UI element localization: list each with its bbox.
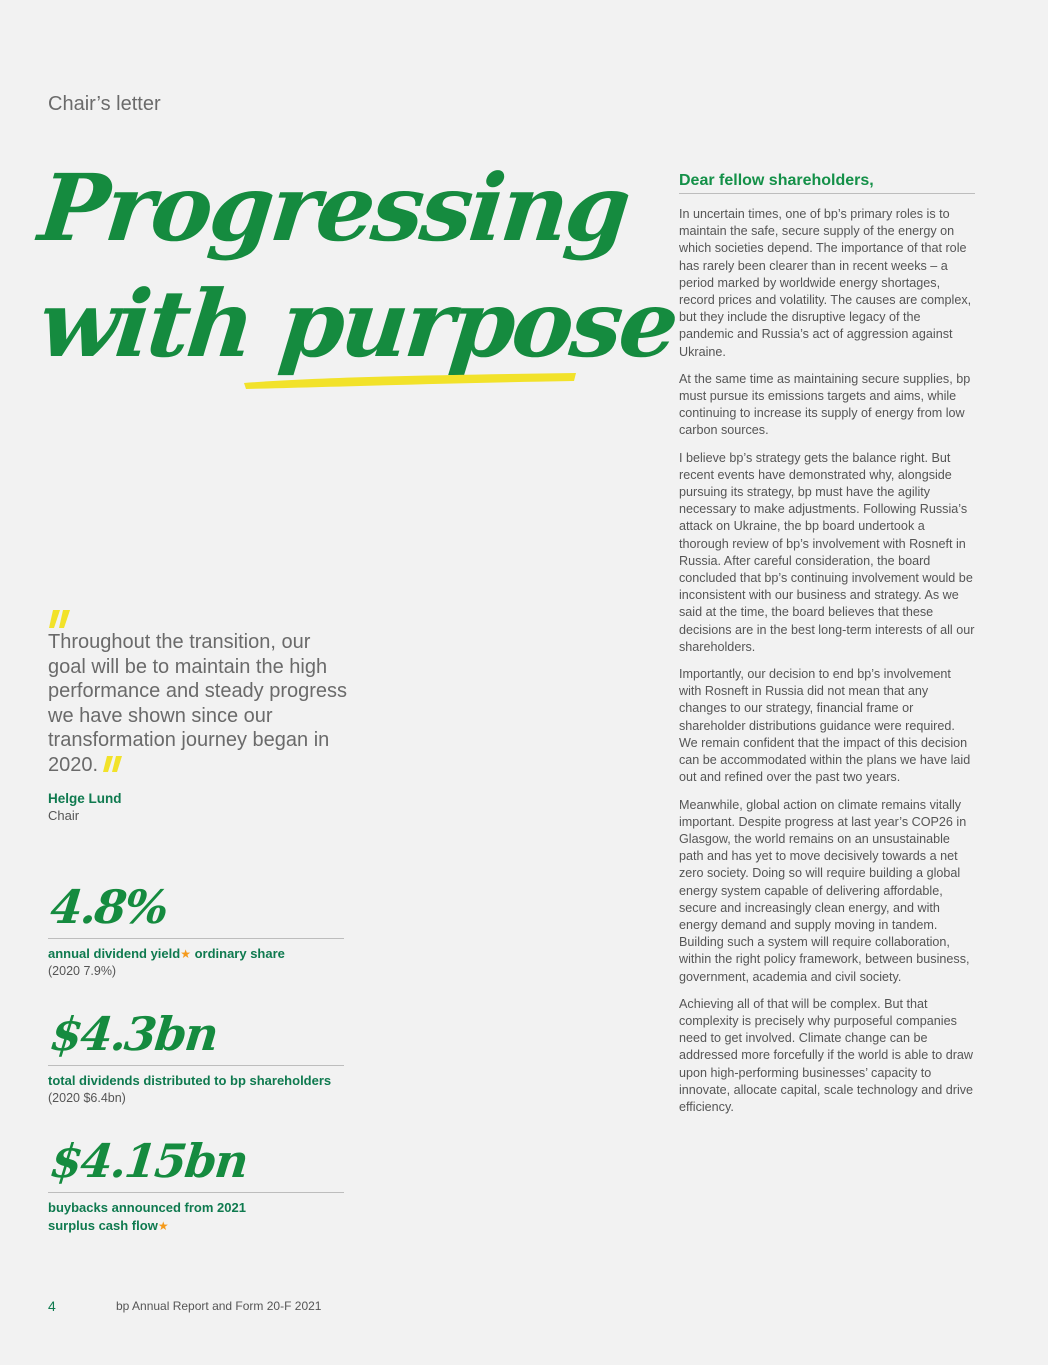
letter-paragraph: I believe bp’s strategy gets the balance right. But recent events have demonstrated why, alongside pursuing its strategy, bp must have the agility necessary to make adjustments. Following Russia’s attack on Ukraine, the bp board undertook a thorough review of bp’s involvement with Rosneft in Russia. After careful consideration, the board concluded that bp’s continuing involvement would be inconsistent with our business and strategy. As we said at the time, the board believes that these decisions are in the best long-term interests of all our shareholders. xyxy=(679,450,975,654)
stat-divider xyxy=(48,938,344,939)
stat-label-part: annual dividend yield xyxy=(48,946,181,961)
star-icon: ★ xyxy=(180,947,191,961)
stat-dividend-yield xyxy=(48,880,344,978)
stat-label: total dividends distributed to bp shareholders xyxy=(48,1073,332,1088)
stat-total-dividends xyxy=(48,1007,344,1105)
stat-comparison: (2020 7.9%) xyxy=(48,964,117,978)
close-quote-icon xyxy=(102,755,124,773)
stat-divider xyxy=(48,1065,344,1066)
stat-value: $4.3bn xyxy=(48,1007,220,1061)
section-label: Chair’s letter xyxy=(48,93,161,115)
quote-body: Throughout the transition, our goal will be to maintain the high performance and steady progress we have shown since our transformation journey began in 2020. xyxy=(48,631,348,776)
headline-line-2: with purpose xyxy=(34,270,681,378)
letter-paragraph: Importantly, our decision to end bp’s involvement with Rosneft in Russia did not mean that any changes to our strategy, financial frame or shareholder distributions guidance were required. We remain confident that the impact of this decision can be accommodated within the plans we have laid out and refined over the past two years. xyxy=(679,667,971,785)
quote-author-title: Chair xyxy=(48,808,80,823)
stat-divider xyxy=(48,1192,344,1193)
headline xyxy=(34,150,681,382)
quote-author-name: Helge Lund xyxy=(48,791,122,806)
open-quote-icon xyxy=(48,608,72,630)
stat-label-line: buybacks announced from 2021 xyxy=(48,1200,246,1215)
letter-column xyxy=(679,172,975,1116)
footer-document-title: bp Annual Report and Form 20-F 2021 xyxy=(116,1299,322,1313)
stat-value: 4.8% xyxy=(48,880,170,934)
letter-salutation: Dear fellow shareholders, xyxy=(679,172,975,194)
stat-label-line: surplus cash flow xyxy=(48,1218,158,1233)
letter-paragraph: At the same time as maintaining secure supplies, bp must pursue its emissions targets and aims, while continuing to increase its supply of energy from low carbon sources. xyxy=(679,371,971,438)
stat-buybacks xyxy=(48,1134,344,1235)
page-number: 4 xyxy=(48,1298,56,1314)
stat-label-part: ordinary share xyxy=(190,946,285,961)
letter-paragraph: Meanwhile, global action on climate remains vitally important. Despite progress at last year’s COP26 in Glasgow, the world remains on an unsustainable path and has yet to move decisively towards a net zero society. Doing so will require building a global energy system capable of delivering affordable, secure and increasingly clean energy, and with energy demand and supply moving in tandem. Building such a system will require collaboration, within the right policy framework, between business, government, academia and civil society. xyxy=(679,797,970,984)
quote-text xyxy=(48,630,348,777)
letter-paragraph: Achieving all of that will be complex. But that complexity is precisely why purposeful companies need to get involved. Climate change can be addressed more forcefully if the world is able to draw upon high-performing businesses’ capacity to innovate, allocate capital, scale technology and drive efficiency. xyxy=(679,996,974,1114)
stat-value: $4.15bn xyxy=(48,1134,250,1188)
star-icon: ★ xyxy=(157,1219,169,1233)
pull-quote xyxy=(48,608,348,823)
headline-line-1: Progressing xyxy=(34,154,633,262)
stat-comparison: (2020 $6.4bn) xyxy=(48,1091,126,1105)
stat-label xyxy=(48,1199,344,1235)
yellow-underline-stroke xyxy=(240,365,580,391)
stat-label xyxy=(48,945,344,963)
letter-paragraph: In uncertain times, one of bp’s primary roles is to maintain the safe, secure supply of the energy on which societies depend. The importance of that role has rarely been clearer than in recent weeks – a period marked by worldwide energy shortages, record prices and volatility. The causes are complex, but they include the disruptive legacy of the pandemic and Russia’s act of aggression against Ukraine. xyxy=(679,207,972,359)
